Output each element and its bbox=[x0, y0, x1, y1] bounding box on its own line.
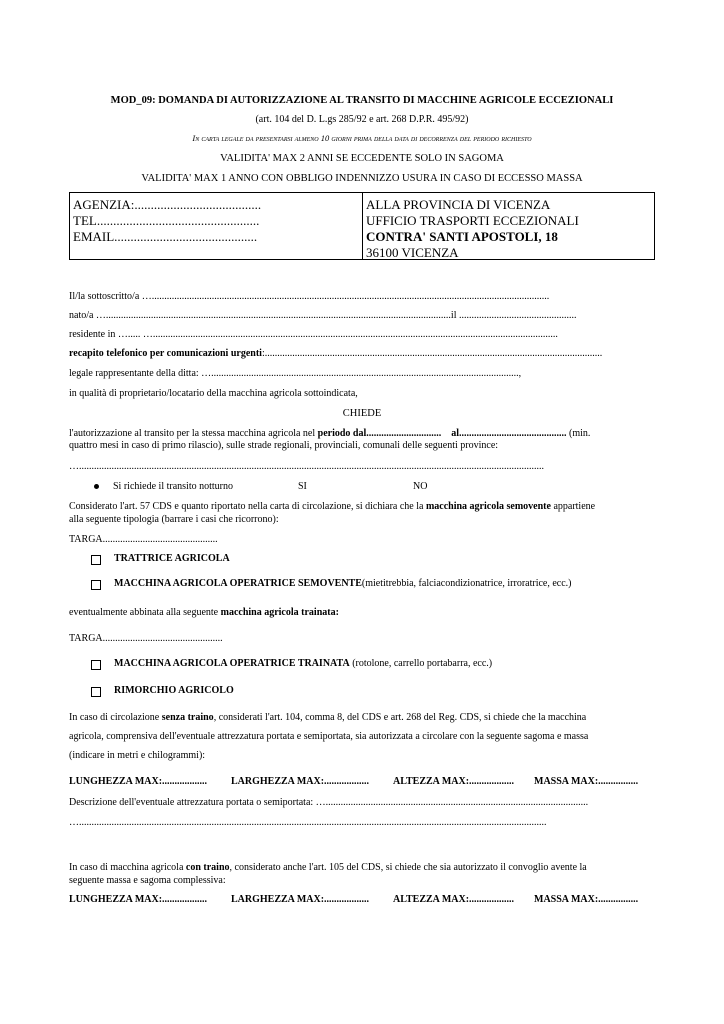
trainata-checkbox[interactable] bbox=[91, 660, 101, 670]
massa-convoy-field[interactable]: MASSA MAX:................ bbox=[534, 894, 639, 905]
tel-field[interactable]: TEL.................................................. bbox=[73, 213, 260, 228]
semovente-option bbox=[114, 578, 572, 589]
recapito-dots: :....................................................................................................................................... bbox=[261, 348, 603, 359]
tipologia-text: alla seguente tipologia (barrare i casi che ricorrono): bbox=[69, 514, 279, 525]
semovente-label: MACCHINA AGRICOLA OPERATRICE SEMOVENTE bbox=[114, 578, 362, 589]
rimorchio-label: RIMORCHIO AGRICOLO bbox=[114, 685, 234, 696]
recipient-block bbox=[366, 197, 579, 261]
email-field[interactable]: EMAIL............................................ bbox=[73, 229, 258, 244]
descrizione-dots[interactable]: …........................................................................................................................................................................................... bbox=[69, 817, 547, 828]
lunghezza-convoy-field[interactable]: LUNGHEZZA MAX:.................. bbox=[69, 894, 208, 905]
validity-massa: VALIDITA' MAX 1 ANNO CON OBBLIGO INDENNIZZO USURA IN CASO DI ECCESSO MASSA bbox=[141, 173, 583, 184]
qualita-text: in qualità di proprietario/locatario della macchina agricola sottoindicata, bbox=[69, 388, 358, 399]
document-title: MOD_09: DOMANDA DI AUTORIZZAZIONE AL TRANSITO DI MACCHINE AGRICOLE ECCEZIONALI bbox=[110, 95, 614, 106]
massa-field[interactable]: MASSA MAX:................ bbox=[534, 776, 639, 787]
notturno-no-option[interactable]: NO bbox=[413, 481, 428, 492]
sender-block bbox=[73, 197, 261, 245]
senza-traino-line bbox=[69, 712, 586, 723]
agency-field[interactable]: AGENZIA:....................................... bbox=[73, 197, 262, 212]
trainata-label: macchina agricola trainata: bbox=[220, 607, 339, 618]
address-box-divider bbox=[362, 193, 363, 259]
min-text: (min. bbox=[566, 428, 591, 439]
altezza-field[interactable]: ALTEZZA MAX:.................. bbox=[393, 776, 515, 787]
bullet-icon bbox=[94, 484, 99, 489]
semovente-checkbox[interactable] bbox=[91, 580, 101, 590]
legal-reference: (art. 104 del D. L.gs 285/92 e art. 268 D.P.R. 495/92) bbox=[255, 114, 469, 125]
legale-field[interactable]: legale rappresentante della ditta: …..........................................................................................................................., bbox=[69, 368, 522, 379]
chiede-heading: CHIEDE bbox=[342, 408, 382, 419]
autorizzazione-line[interactable] bbox=[69, 428, 590, 439]
con-text: In caso di macchina agricola bbox=[69, 862, 186, 873]
targa-trainata-field[interactable]: TARGA................................................ bbox=[69, 633, 223, 644]
altezza-convoy-field[interactable]: ALTEZZA MAX:.................. bbox=[393, 894, 515, 905]
trainata-note: (rotolone, carrello portabarra, ecc.) bbox=[349, 658, 493, 669]
nato-field[interactable]: nato/a …..........................................................................................................................................il ............................................... bbox=[69, 310, 577, 321]
periodo-al-field[interactable]: al........................................... bbox=[451, 428, 567, 439]
periodo-dal-field[interactable]: periodo dal.............................. bbox=[317, 428, 442, 439]
trainata-option bbox=[114, 658, 492, 669]
recipient-line: UFFICIO TRASPORTI ECCEZIONALI bbox=[366, 213, 579, 228]
recipient-line: ALLA PROVINCIA DI VICENZA bbox=[366, 197, 551, 212]
con-traino-line bbox=[69, 862, 587, 873]
con-traino-label: con traino bbox=[185, 862, 230, 873]
semovente-note: (mietitrebbia, falciacondizionatrice, irroratrice, ecc.) bbox=[361, 578, 572, 589]
trattrice-label: TRATTRICE AGRICOLA bbox=[114, 553, 230, 564]
larghezza-field[interactable]: LARGHEZZA MAX:.................. bbox=[231, 776, 370, 787]
autorizzazione-text: l'autorizzazione al transito per la stessa macchina agricola nel bbox=[69, 428, 318, 439]
recapito-field[interactable] bbox=[69, 348, 602, 359]
con-text-cont: , considerato anche l'art. 105 del CDS, si chiede che sia autorizzato il convoglio avente la bbox=[229, 862, 587, 873]
lunghezza-field[interactable]: LUNGHEZZA MAX:.................. bbox=[69, 776, 208, 787]
validity-sagoma: VALIDITA' MAX 2 ANNI SE ECCEDENTE SOLO IN SAGOMA bbox=[220, 153, 504, 164]
residente-field[interactable]: residente in …..... ….................................................................................................................................................................. bbox=[69, 329, 558, 340]
abbinata-line bbox=[69, 607, 339, 618]
recipient-address: CONTRA' SANTI APOSTOLI, 18 bbox=[366, 229, 558, 244]
senza-text-cont: , considerati l'art. 104, comma 8, del CDS e art. 268 del Reg. CDS, si chiede che la macchina bbox=[213, 712, 587, 723]
trainata-option-label: MACCHINA AGRICOLA OPERATRICE TRAINATA bbox=[114, 658, 350, 669]
considerato-line bbox=[69, 501, 595, 512]
rimorchio-checkbox[interactable] bbox=[91, 687, 101, 697]
senza-text: In caso di circolazione bbox=[69, 712, 162, 723]
notturno-label: Si richiede il transito notturno bbox=[113, 481, 233, 492]
trattrice-checkbox[interactable] bbox=[91, 555, 101, 565]
autorizzazione-cont: quattro mesi in caso di primo rilascio), sulle strade regionali, provinciali, comunali delle seguenti province: bbox=[69, 440, 499, 451]
descrizione-field[interactable]: Descrizione dell'eventuale attrezzatura portata o semiportata: …......................................................................................................... bbox=[69, 797, 589, 808]
sottoscritto-field[interactable]: Il/la sottoscritto/a …............................................................................................................................................................... bbox=[69, 291, 550, 302]
notturno-si-option[interactable]: SI bbox=[298, 481, 307, 492]
senza-traino-units: (indicare in metri e chilogrammi): bbox=[69, 750, 206, 761]
senza-traino-label: senza traino bbox=[161, 712, 214, 723]
macchina-semovente-label: macchina agricola semovente bbox=[425, 501, 551, 512]
address-box bbox=[69, 192, 655, 260]
province-field[interactable]: ….......................................................................................................................................................................................... bbox=[69, 461, 544, 472]
senza-traino-text: agricola, comprensiva dell'eventuale attrezzatura portata e semiportata, sia autorizzata a circolare con la seguente sagoma e massa bbox=[69, 731, 589, 742]
abbinata-text: eventualmente abbinata alla seguente bbox=[69, 607, 221, 618]
considerato-text: Considerato l'art. 57 CDS e quanto riportato nella carta di circolazione, si dichiara che la bbox=[69, 501, 426, 512]
recipient-city: 36100 VICENZA bbox=[366, 245, 459, 260]
submission-note: In carta legale da presentarsi almeno 10 giorni prima della data di decorrenza del periodo richiesto bbox=[192, 133, 532, 143]
targa-field[interactable]: TARGA.............................................. bbox=[69, 534, 218, 545]
larghezza-convoy-field[interactable]: LARGHEZZA MAX:.................. bbox=[231, 894, 370, 905]
recapito-label: recapito telefonico per comunicazioni urgenti bbox=[69, 348, 262, 359]
con-traino-text: seguente massa e sagoma complessiva: bbox=[69, 875, 226, 886]
considerato-end: appartiene bbox=[550, 501, 596, 512]
